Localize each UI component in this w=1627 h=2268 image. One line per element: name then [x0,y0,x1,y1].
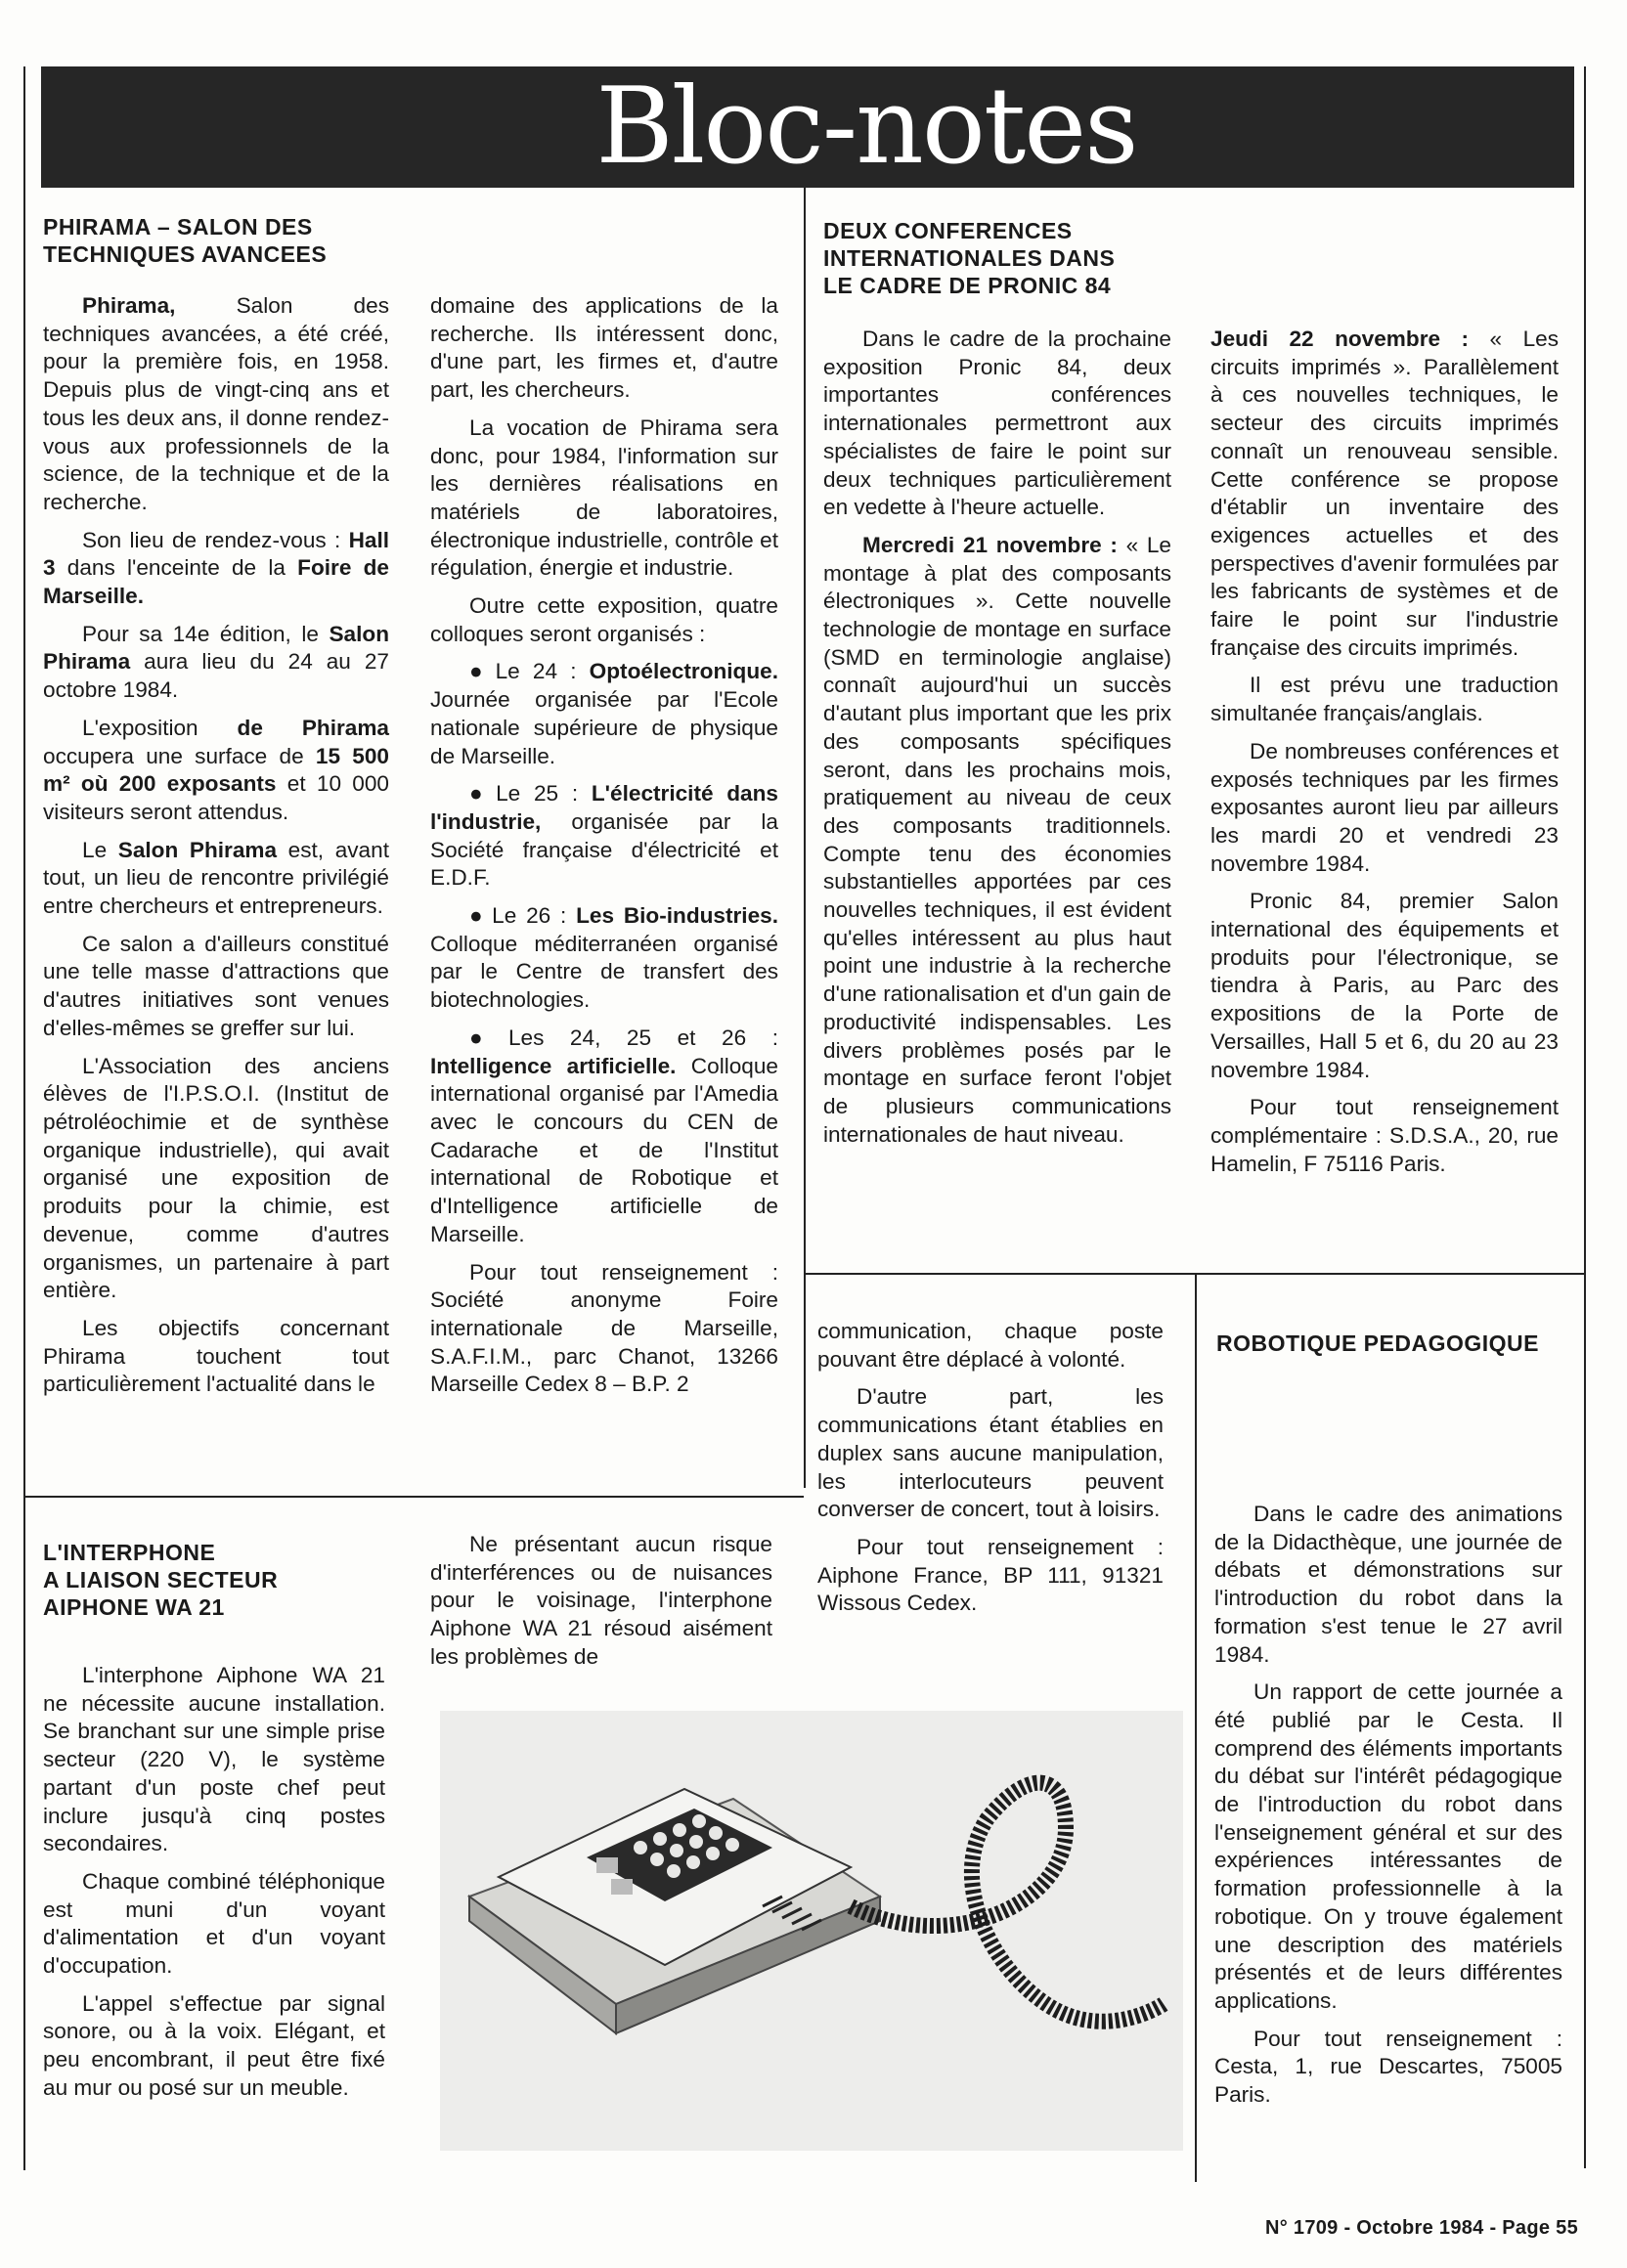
paragraph: Pronic 84, premier Salon international des équipements et produits pour l'électronique, se tiendra à Paris, au Parc des expositions de la Porte de Versailles, Hall 5 et 6, du 20 au 23 novembre 1984. [1210,889,1559,1082]
paragraph: Phirama, Salon des techniques avancées, a été créé, pour la première fois, en 1958. Depuis plus de vingt-cinq ans et tous les deux ans, il donne rendez-vous aux professionnels de la science, de la technique et de la recherche. [43,293,389,514]
frame-left-lower [23,1496,25,2170]
paragraph: Son lieu de rendez-vous : Hall 3 dans l'enceinte de la Foire de Marseille. [43,527,389,609]
page-footer: N° 1709 - Octobre 1984 - Page 55 [1265,2217,1578,2239]
paragraph: Dans le cadre des animations de la Didacthèque, une journée de débats et démonstrations sur l'introduction du robot dans la formation s'est tenue le 27 avril 1984. [1214,1502,1562,1667]
interphone-photo [440,1711,1183,2151]
pronic-column-1 [823,326,1171,1158]
interphone-column-3 [817,1318,1164,1628]
interphone-column-1 [43,1662,385,2113]
paragraph: Mercredi 21 novembre : « Le montage à plat des composants électroniques ». Cette nouvelle technologie de montage en surface (SMD en terminologie anglaise) connaît aujourd'hui un succès d'autant plus important que les prix des composants spécifiques seront, dans les prochains mois, pratiquement au niveau de ceux des composants traditionnels. Compte tenu des économies substantielles apportées par ces nouvelles techniques, il est évident qu'elles intéressent au plus haut point une industrie à la recherche d'une rationalisation et d'un gain de productivité indispensables. Les divers problèmes posés par le montage en surface feront l'objet de plusieurs communications internationales de haut niveau. [823,532,1171,1147]
colloque-item: ● Les 24, 25 et 26 : Intelligence artificielle. Colloque international organisé par l'Amedia avec le concours du CEN de Cadarache et de l'Institut international de Robotique et d'Intelligence artificielle de Marseille. [430,1025,778,1246]
pronic-heading: DEUX CONFERENCES INTERNATIONALES DANS LE CADRE DE PRONIC 84 [823,218,1116,298]
paragraph: communication, chaque poste pouvant être déplacé à volonté. [817,1319,1164,1372]
paragraph: Les objectifs concernant Phirama touchent tout particulièrement l'actualité dans le [43,1315,389,1397]
contact-info: Pour tout renseignement complémentaire : S.D.S.A., 20, rue Hamelin, F 75116 Paris. [1210,1095,1559,1176]
interphone-heading: L'INTERPHONE A LIAISON SECTEUR AIPHONE WA 21 [43,1540,279,1620]
section-divider-phirama [23,1496,804,1498]
contact-info: Pour tout renseignement : Société anonyme Foire internationale de Marseille, S.A.F.I.M., parc Chanot, 13266 Marseille Cedex 8 – B.P. 2 [430,1259,778,1397]
contact-info: Pour tout renseignement : Cesta, 1, rue Descartes, 75005 Paris. [1214,2026,1562,2108]
paragraph: Ne présentant aucun risque d'interférences ou de nuisances pour le voisinage, l'interphone Aiphone WA 21 résoud aisément les problèmes de [430,1532,772,1669]
paragraph: L'Association des anciens élèves de l'I.P.S.O.I. (Institut de pétroléochimie et de synthèse organique industrielle), qui avait organisé une exposition de produits pour la chimie, est devenue, comme d'autres organismes, un partenaire à part entière. [43,1053,389,1303]
title-banner [41,66,1574,188]
frame-right-line [1584,66,1586,2168]
paragraph: Pour sa 14e édition, le Salon Phirama aura lieu du 24 au 27 octobre 1984. [43,621,389,703]
paragraph: Le Salon Phirama est, avant tout, un lieu de rencontre privilégié entre chercheurs et entrepreneurs. [43,837,389,919]
interphone-column-2 [430,1531,772,1681]
contact-info: Pour tout renseignement : Aiphone France, BP 111, 91321 Wissous Cedex. [817,1534,1164,1616]
paragraph: Chaque combiné téléphonique est muni d'un voyant d'alimentation et d'un voyant d'occupation. [43,1868,385,1979]
paragraph: domaine des applications de la recherche. Ils intéressent donc, d'une part, les firmes et, d'autre part, les chercheurs. [430,293,778,403]
phirama-heading: PHIRAMA – SALON DES TECHNIQUES AVANCEES [43,214,328,267]
paragraph: Un rapport de cette journée a été publié par le Cesta. Il comprend des éléments importants du débat sur l'intérêt pédagogique de l'introduction du robot dans l'enseignement général et sur des expériences intéressantes de formation professionnelle à la robotique. On y trouve également une description des matériels présentés et de leurs différentes applications. [1214,1679,1562,2013]
column-divider-robotique [1195,1273,1197,2182]
page-title: Bloc-notes [595,65,1137,188]
interphone-illustration [440,1711,1183,2151]
paragraph: Ce salon a d'ailleurs constitué une telle masse d'attractions que d'autres initiatives sont venues d'elles-mêmes se greffer sur lui. [43,931,389,1040]
paragraph: De nombreuses conférences et exposés techniques par les firmes exposantes auront lieu par ailleurs les mardi 20 et vendredi 23 novembre 1984. [1210,738,1559,876]
phirama-column-2 [430,292,778,1409]
paragraph: La vocation de Phirama sera donc, pour 1984, l'information sur les dernières réalisations en matériels de laboratoires, électronique industrielle, contrôle et régulation, énergie et industrie. [430,414,778,581]
colloque-item: ● Le 24 : Optoélectronique. Journée organisée par l'Ecole nationale supérieure de physique de Marseille. [430,659,778,768]
pronic-column-2 [1210,326,1559,1188]
paragraph: L'interphone Aiphone WA 21 ne nécessite aucune installation. Se branchant sur une simple prise secteur (220 V), le système partant d'un poste chef peut inclure jusqu'à cinq postes secondaires. [43,1663,385,1856]
paragraph: Il est prévu une traduction simultanée français/anglais. [1210,673,1559,726]
robotique-column [1214,1501,1562,2119]
colloque-item: ● Le 25 : L'électricité dans l'industrie, organisée par la Société française d'électricité et E.D.F. [430,781,778,891]
paragraph: Outre cette exposition, quatre colloques seront organisés : [430,593,778,646]
paragraph: D'autre part, les communications étant établies en duplex sans aucune manipulation, les interlocuteurs peuvent converser de concert, tout à loisirs. [817,1384,1164,1522]
paragraph: L'exposition de Phirama occupera une surface de 15 500 m² où 200 exposants et 10 000 visiteurs seront attendus. [43,715,389,824]
robotique-heading: ROBOTIQUE PEDAGOGIQUE [1216,1330,1539,1356]
section-divider-pronic [804,1273,1586,1275]
paragraph: Dans le cadre de la prochaine exposition Pronic 84, deux importantes conférences internationales permettront aux spécialistes de faire le point sur deux techniques particulièrement en vedette à l'heure actuelle. [823,327,1171,520]
phirama-column-1 [43,292,389,1409]
paragraph: Jeudi 22 novembre : « Les circuits imprimés ». Parallèlement à ces nouvelles techniques, le secteur des circuits imprimés connaît un renouveau sensible. Cette conférence se propose d'établir un inventaire des exigences actuelles et des perspectives d'avenir formulées par les fabricants de systèmes et de faire le point sur l'industrie française des circuits imprimés. [1210,327,1559,660]
paragraph: L'appel s'effectue par signal sonore, ou à la voix. Elégant, et peu encombrant, il peut être fixé au mur ou posé sur un meuble. [43,1990,385,2100]
column-divider-center [804,188,806,1488]
colloque-item: ● Le 26 : Les Bio-industries. Colloque méditerranéen organisé par le Centre de transfert des biotechnologies. [430,903,778,1013]
